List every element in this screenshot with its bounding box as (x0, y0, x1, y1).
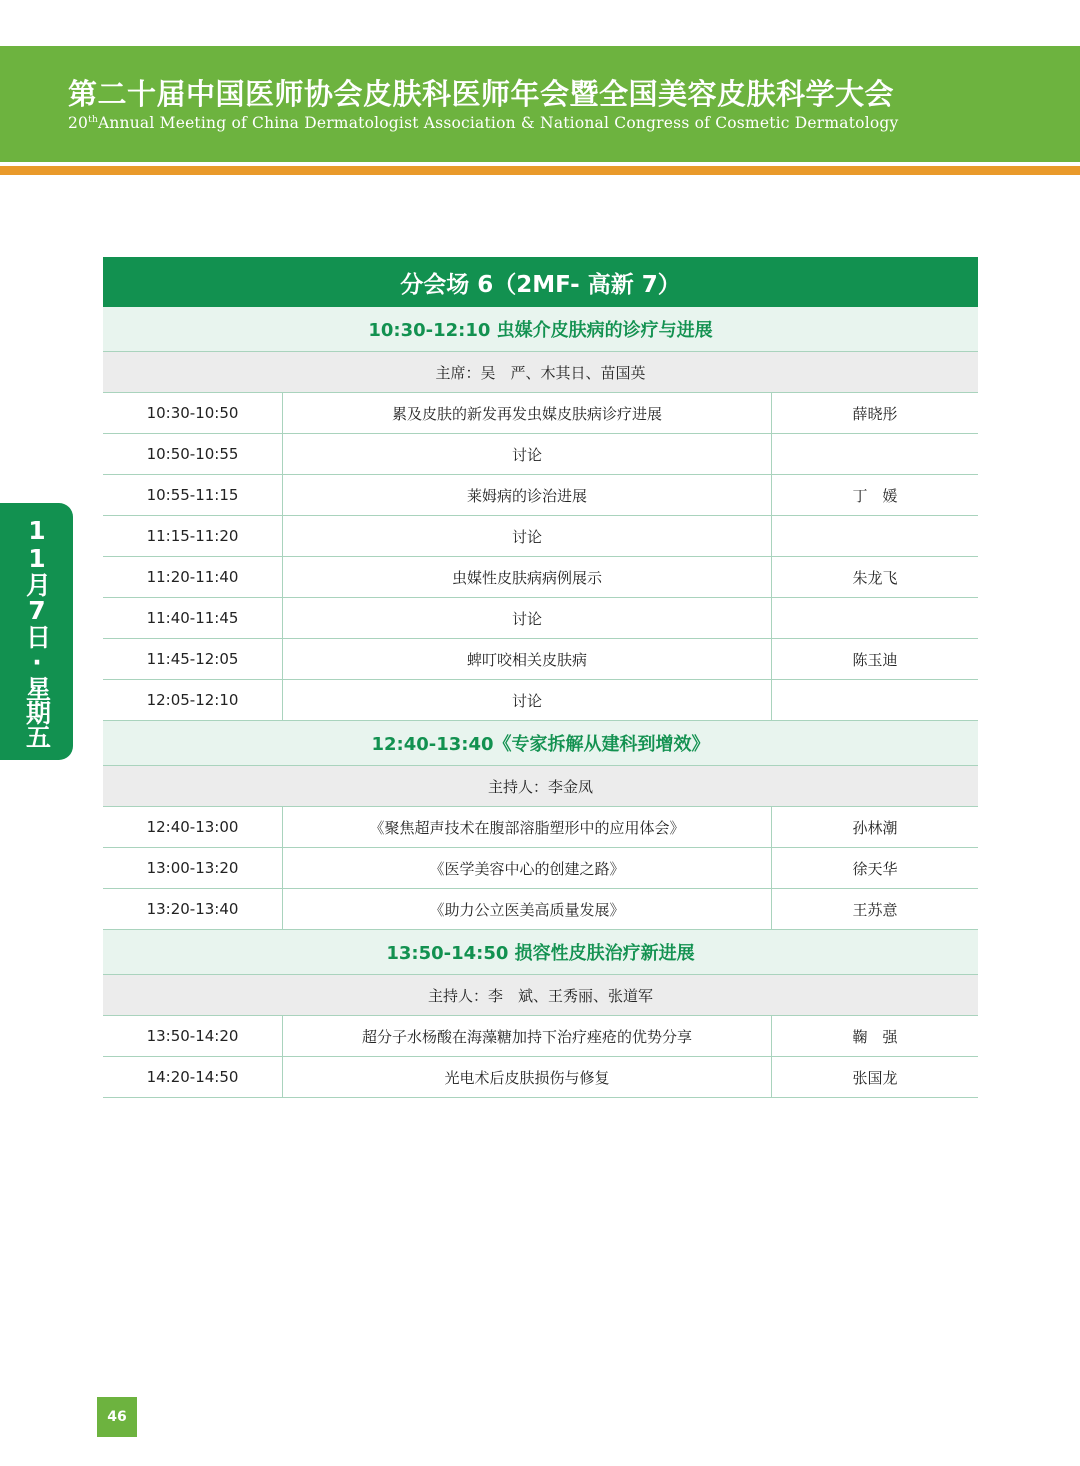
topic-cell: 光电术后皮肤损伤与修复 (283, 1057, 772, 1097)
speaker-cell (772, 598, 978, 638)
section-chair: 主席：吴 严、木其日、苗国英 (103, 352, 978, 393)
table-row (103, 1016, 978, 1057)
header-divider-orange (0, 166, 1080, 175)
table-row (103, 1057, 978, 1098)
speaker-cell (772, 516, 978, 556)
table-row (103, 807, 978, 848)
subtitle-text: Annual Meeting of China Dermatologist Association & National Congress of Cosmetic Dermatology (97, 114, 899, 132)
speaker-cell: 丁 媛 (852, 486, 898, 505)
topic-cell: 讨论 (283, 680, 772, 720)
speaker-cell: 朱龙飞 (852, 568, 898, 587)
section-heading: 10:30-12:10 虫媒介皮肤病的诊疗与进展 (103, 307, 978, 352)
time-cell: 11:45-12:05 (103, 639, 283, 679)
time-cell: 11:40-11:45 (103, 598, 283, 638)
date-side-tab-label: 11月7日·星期五 (22, 515, 52, 748)
speaker-cell: 王苏意 (852, 900, 898, 919)
conference-subtitle (68, 114, 898, 132)
speaker-cell (772, 434, 978, 474)
time-cell: 11:15-11:20 (103, 516, 283, 556)
topic-cell: 《聚焦超声技术在腹部溶脂塑形中的应用体会》 (283, 807, 772, 847)
session-title: 分会场 6（2MF- 高新 7） (103, 257, 978, 307)
topic-cell: 超分子水杨酸在海藻糖加持下治疗痤疮的优势分享 (283, 1016, 772, 1056)
subtitle-number: 20 (68, 114, 89, 132)
table-row (103, 475, 978, 516)
topic-cell: 累及皮肤的新发再发虫媒皮肤病诊疗进展 (283, 393, 772, 433)
table-row (103, 889, 978, 930)
table-row (103, 639, 978, 680)
topic-cell: 虫媒性皮肤病病例展示 (283, 557, 772, 597)
topic-cell: 讨论 (283, 598, 772, 638)
topic-cell: 讨论 (283, 434, 772, 474)
time-cell: 14:20-14:50 (103, 1057, 283, 1097)
time-cell: 12:40-13:00 (103, 807, 283, 847)
time-cell: 10:30-10:50 (103, 393, 283, 433)
topic-cell: 蜱叮咬相关皮肤病 (283, 639, 772, 679)
table-row (103, 680, 978, 721)
subtitle-superscript: th (88, 114, 98, 125)
speaker-cell: 陈玉迪 (852, 650, 898, 669)
topic-cell: 《助力公立医美高质量发展》 (283, 889, 772, 929)
page-header (0, 46, 1080, 162)
table-row (103, 393, 978, 434)
time-cell: 13:20-13:40 (103, 889, 283, 929)
topic-cell: 讨论 (283, 516, 772, 556)
time-cell: 10:50-10:55 (103, 434, 283, 474)
conference-title: 第二十届中国医师协会皮肤科医师年会暨全国美容皮肤科学大会 (68, 77, 895, 111)
schedule-sections (103, 307, 978, 1098)
page-number: 46 (97, 1397, 137, 1437)
speaker-cell: 张国龙 (852, 1068, 898, 1087)
speaker-cell: 徐天华 (852, 859, 898, 878)
time-cell: 13:50-14:20 (103, 1016, 283, 1056)
section-chair: 主持人：李金凤 (103, 766, 978, 807)
time-cell: 11:20-11:40 (103, 557, 283, 597)
date-side-tab (0, 503, 73, 760)
section-heading: 13:50-14:50 损容性皮肤治疗新进展 (103, 930, 978, 975)
time-cell: 10:55-11:15 (103, 475, 283, 515)
speaker-cell: 孙林潮 (852, 818, 898, 837)
section-heading: 12:40-13:40《专家拆解从建科到增效》 (103, 721, 978, 766)
speaker-cell: 鞠 强 (852, 1027, 898, 1046)
table-row (103, 598, 978, 639)
table-row (103, 434, 978, 475)
topic-cell: 《医学美容中心的创建之路》 (283, 848, 772, 888)
table-row (103, 557, 978, 598)
schedule-table (103, 257, 978, 1098)
section-chair: 主持人：李 斌、王秀丽、张道军 (103, 975, 978, 1016)
table-row (103, 848, 978, 889)
topic-cell: 莱姆病的诊治进展 (283, 475, 772, 515)
time-cell: 13:00-13:20 (103, 848, 283, 888)
table-row (103, 516, 978, 557)
speaker-cell (772, 680, 978, 720)
time-cell: 12:05-12:10 (103, 680, 283, 720)
speaker-cell: 薛晓彤 (852, 404, 898, 423)
